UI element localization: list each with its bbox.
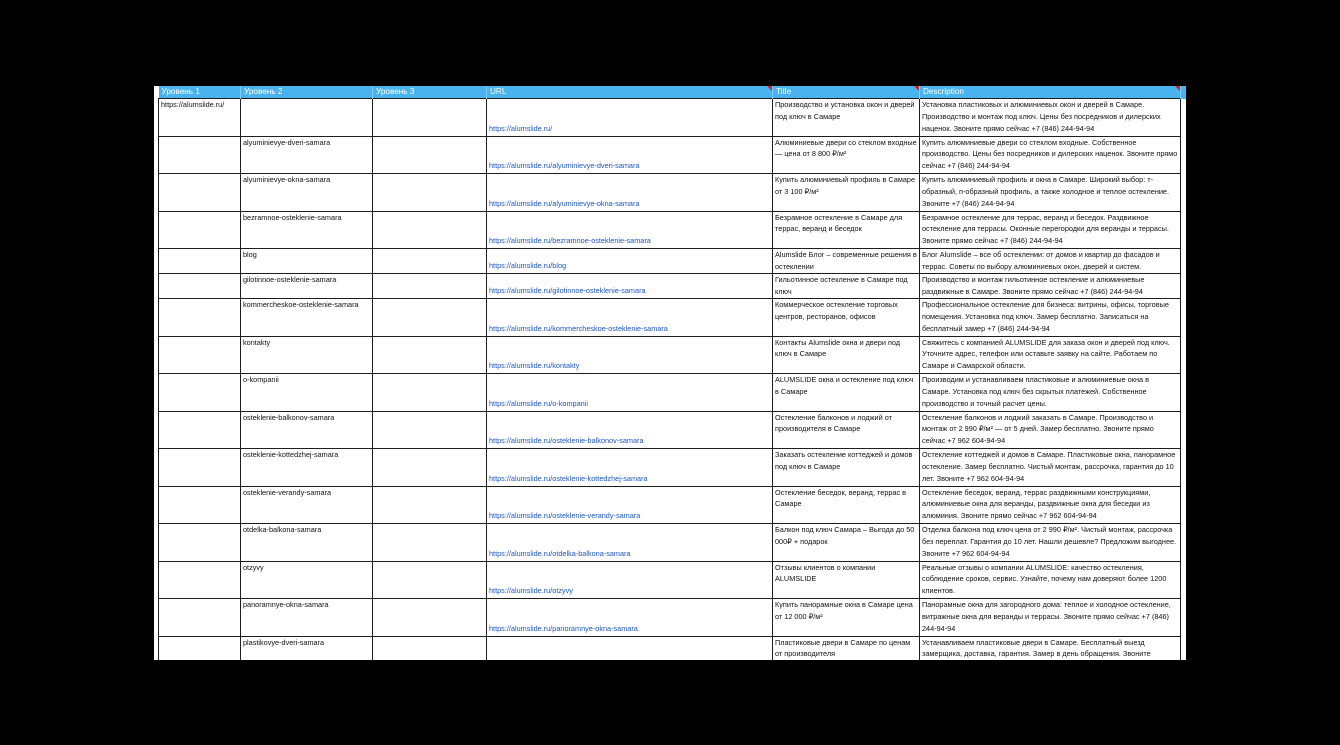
- cell-description[interactable]: Блог Alumslide – все об остеклении: от домов и квартир до фасадов и террас. Советы по выбору алюминиевых окон, дверей и систем.: [920, 249, 1181, 274]
- cell-level2[interactable]: osteklenie-balkonov-samara: [241, 411, 373, 449]
- cell-url[interactable]: [487, 486, 773, 524]
- cell-level3[interactable]: [373, 249, 487, 274]
- cell-level1[interactable]: [159, 249, 241, 274]
- cell-level2[interactable]: otzyvy: [241, 561, 373, 599]
- cell-extra: [1181, 211, 1187, 249]
- cell-url[interactable]: [487, 449, 773, 487]
- cell-url-link[interactable]: https://alumslide.ru/alyuminievye-dveri-samara: [489, 161, 640, 171]
- cell-extra: [1181, 636, 1187, 660]
- cell-url-link[interactable]: https://alumslide.ru/: [489, 123, 553, 133]
- cell-url-link[interactable]: https://alumslide.ru/otdelka-balkona-samara: [489, 548, 631, 558]
- cell-url[interactable]: [487, 374, 773, 412]
- cell-title[interactable]: Купить алюминиевый профиль в Самаре от 3 100 ₽/м²: [773, 174, 920, 212]
- table-row: [159, 524, 1187, 562]
- cell-level1[interactable]: [159, 411, 241, 449]
- cell-extra: [1181, 524, 1187, 562]
- cell-extra: [1181, 336, 1187, 374]
- cell-title[interactable]: Остекление балконов и лоджий от производителя в Самаре: [773, 411, 920, 449]
- cell-url-link[interactable]: https://alumslide.ru/bezramnoe-osteklenie-samara: [489, 236, 651, 246]
- cell-description[interactable]: Остекление балконов и лоджий заказать в Самаре. Производство и монтаж от 2 990 ₽/м² — от 5 дней. Замер бесплатно. Звоните прямо сейчас +7 962 604-94-94: [920, 411, 1181, 449]
- cell-url-link[interactable]: https://alumslide.ru/osteklenie-kottedzhej-samara: [489, 473, 648, 483]
- cell-extra: [1181, 299, 1187, 337]
- cell-level1[interactable]: [159, 174, 241, 212]
- cell-level2[interactable]: o-kompanii: [241, 374, 373, 412]
- cell-title[interactable]: Коммерческое остекление торговых центров, ресторанов, офисов: [773, 299, 920, 337]
- cell-level3[interactable]: [373, 524, 487, 562]
- cell-url[interactable]: [487, 99, 773, 137]
- cell-level1[interactable]: [159, 449, 241, 487]
- cell-url[interactable]: [487, 249, 773, 274]
- cell-description[interactable]: Устанавливаем пластиковые двери в Самаре. Бесплатный выезд замерщика, доставка, гарантия. Замер в день обращения. Звоните: [920, 636, 1181, 660]
- cell-url-link[interactable]: https://alumslide.ru/panoramnye-okna-samara: [489, 623, 638, 633]
- cell-description[interactable]: Безрамное остекление для террас, веранд и беседок. Раздвижное остекление для террасы. Оконные перегородки для веранды и террасы. Звоните прямо сейчас +7 (846) 244-94-94: [920, 211, 1181, 249]
- cell-url-link[interactable]: https://alumslide.ru/blog: [489, 261, 567, 271]
- cell-description[interactable]: Остекление беседок, веранд, террас раздвижными конструкциями, алюминиевые окна для веранды, раздвижные окна для беседки из алюминия. Звоните прямо сейчас +7 962 604-94-94: [920, 486, 1181, 524]
- cell-title[interactable]: Балкон под ключ Самара – Выгода до 50 000₽ + подарок: [773, 524, 920, 562]
- cell-level2[interactable]: osteklenie-verandy-samara: [241, 486, 373, 524]
- cell-extra: [1181, 486, 1187, 524]
- cell-title[interactable]: Купить панорамные окна в Самаре цена от 12 000 ₽/м²: [773, 599, 920, 637]
- cell-extra: [1181, 174, 1187, 212]
- header-level1[interactable]: Уровень 1: [159, 86, 241, 99]
- cell-level1[interactable]: [159, 336, 241, 374]
- cell-url-link[interactable]: https://alumslide.ru/alyuminievye-okna-samara: [489, 198, 640, 208]
- cell-description[interactable]: Свяжитесь с компанией ALUMSLIDE для заказа окон и дверей под ключ. Уточните адрес, телефон или оставьте заявку на сайте. Работаем по Самаре и Самарской области.: [920, 336, 1181, 374]
- sitemap-table: [158, 86, 1186, 660]
- cell-title[interactable]: Алюминиевые двери со стеклом входные — цена от 8 800 ₽/м²: [773, 136, 920, 174]
- cell-title[interactable]: Гильотинное остекление в Самаре под ключ: [773, 274, 920, 299]
- table-row: [159, 411, 1187, 449]
- cell-level3[interactable]: [373, 411, 487, 449]
- cell-description[interactable]: Остекление коттеджей и домов в Самаре. Пластиковые окна, панорамное остекление. Замер бесплатно. Чистый монтаж, рассрочка, гарантия до 10 лет. Звоните +7 962 604-94-94: [920, 449, 1181, 487]
- cell-description[interactable]: Купить алюминиевые двери со стеклом входные. Собственное производство. Цены без посредников и дилерских наценок. Звоните прямо сейчас +7 (846) 244-94-94: [920, 136, 1181, 174]
- cell-extra: [1181, 249, 1187, 274]
- cell-description[interactable]: Установка пластиковых и алюминиевых окон и дверей в Самаре. Производство и монтаж под ключ. Цены без посредников и дилерских наценок. Звоните прямо сейчас +7 (846) 244-94-94: [920, 99, 1181, 137]
- cell-level2[interactable]: otdelka-balkona-samara: [241, 524, 373, 562]
- cell-description[interactable]: Профессиональное остекление для бизнеса: витрины, офисы, торговые помещения. Установка под ключ. Замер бесплатно. Записаться на бесплатный замер +7 (846) 244-94-94: [920, 299, 1181, 337]
- cell-level3[interactable]: [373, 336, 487, 374]
- table-row: [159, 174, 1187, 212]
- cell-level2[interactable]: kommercheskoe-osteklenie-samara: [241, 299, 373, 337]
- header-description[interactable]: Description: [920, 86, 1181, 99]
- cell-url[interactable]: [487, 524, 773, 562]
- cell-url[interactable]: [487, 174, 773, 212]
- cell-url[interactable]: [487, 636, 773, 660]
- cell-level1[interactable]: [159, 299, 241, 337]
- cell-title[interactable]: Alumslide Блог – современные решения в остеклении: [773, 249, 920, 274]
- cell-level3[interactable]: [373, 561, 487, 599]
- cell-extra: [1181, 374, 1187, 412]
- spreadsheet: [154, 86, 1186, 660]
- header-row: [159, 86, 1187, 99]
- table-row: [159, 561, 1187, 599]
- cell-extra: [1181, 561, 1187, 599]
- cell-extra: [1181, 99, 1187, 137]
- cell-url[interactable]: [487, 336, 773, 374]
- cell-level3[interactable]: [373, 449, 487, 487]
- cell-url-link[interactable]: https://alumslide.ru/gilotinnoe-osteklenie-samara: [489, 286, 646, 296]
- header-level2[interactable]: Уровень 2: [241, 86, 373, 99]
- cell-level1[interactable]: [159, 136, 241, 174]
- cell-extra: [1181, 411, 1187, 449]
- cell-level3[interactable]: [373, 211, 487, 249]
- table-row: [159, 249, 1187, 274]
- cell-title[interactable]: Пластиковые двери в Самаре по ценам от производителя: [773, 636, 920, 660]
- cell-title[interactable]: Безрамное остекление в Самаре для террас, веранд и беседок: [773, 211, 920, 249]
- cell-title[interactable]: Остекление беседок, веранд, террас в Самаре: [773, 486, 920, 524]
- cell-level3[interactable]: [373, 99, 487, 137]
- table-row: [159, 374, 1187, 412]
- cell-level3[interactable]: [373, 486, 487, 524]
- cell-extra: [1181, 136, 1187, 174]
- table-row: [159, 136, 1187, 174]
- cell-extra: [1181, 449, 1187, 487]
- cell-level3[interactable]: [373, 174, 487, 212]
- cell-url-link[interactable]: https://alumslide.ru/o-kompanii: [489, 398, 588, 408]
- table-row: [159, 99, 1187, 137]
- cell-url[interactable]: [487, 211, 773, 249]
- cell-level1[interactable]: [159, 374, 241, 412]
- cell-url[interactable]: [487, 299, 773, 337]
- cell-url-link[interactable]: https://alumslide.ru/osteklenie-balkonov-samara: [489, 436, 644, 446]
- cell-level2[interactable]: alyuminievye-dveri-samara: [241, 136, 373, 174]
- cell-description[interactable]: Производим и устанавливаем пластиковые и алюминиевые окна в Самаре. Установка под ключ без скрытых платежей. Собственное производство и точный расчет цены.: [920, 374, 1181, 412]
- cell-description[interactable]: Реальные отзывы о компании ALUMSLIDE: качество остекления, соблюдение сроков, сервис. Узнайте, почему нам доверяют более 1200 клиентов.: [920, 561, 1181, 599]
- cell-level2[interactable]: blog: [241, 249, 373, 274]
- cell-url[interactable]: [487, 561, 773, 599]
- cell-url[interactable]: [487, 274, 773, 299]
- cell-level2[interactable]: osteklenie-kottedzhej-samara: [241, 449, 373, 487]
- cell-level3[interactable]: [373, 136, 487, 174]
- cell-level1[interactable]: [159, 524, 241, 562]
- header-level3[interactable]: Уровень 3: [373, 86, 487, 99]
- cell-description[interactable]: Отделка балкона под ключ цена от 2 990 ₽/м². Чистый монтаж, рассрочка без переплат. Гарантия до 10 лет. Нашли дешевле? Предложим выгоднее. Звоните +7 962 604-94-94: [920, 524, 1181, 562]
- cell-url[interactable]: [487, 599, 773, 637]
- table-row: [159, 336, 1187, 374]
- cell-level2[interactable]: [241, 99, 373, 137]
- table-row: [159, 486, 1187, 524]
- cell-level1[interactable]: [159, 561, 241, 599]
- cell-url-link[interactable]: https://alumslide.ru/osteklenie-verandy-samara: [489, 511, 641, 521]
- cell-level3[interactable]: [373, 599, 487, 637]
- cell-extra: [1181, 274, 1187, 299]
- cell-url-link[interactable]: https://alumslide.ru/kommercheskoe-osteklenie-samara: [489, 323, 668, 333]
- table-row: [159, 211, 1187, 249]
- cell-level1[interactable]: [159, 599, 241, 637]
- cell-level2[interactable]: bezramnoe-osteklenie-samara: [241, 211, 373, 249]
- cell-title[interactable]: Производство и установка окон и дверей под ключ в Самаре: [773, 99, 920, 137]
- header-extra: [1181, 86, 1187, 99]
- cell-level2[interactable]: alyuminievye-okna-samara: [241, 174, 373, 212]
- table-row: [159, 599, 1187, 637]
- cell-level2[interactable]: gilotinnoe-osteklenie-samara: [241, 274, 373, 299]
- cell-title[interactable]: Контакты Alumslide окна и двери под ключ в Самаре: [773, 336, 920, 374]
- table-row: [159, 274, 1187, 299]
- cell-level3[interactable]: [373, 374, 487, 412]
- table-row: [159, 449, 1187, 487]
- header-url[interactable]: URL: [487, 86, 773, 99]
- cell-level3[interactable]: [373, 636, 487, 660]
- cell-url[interactable]: [487, 411, 773, 449]
- cell-level1[interactable]: https://alumslide.ru/: [159, 99, 241, 137]
- cell-level3[interactable]: [373, 274, 487, 299]
- cell-description[interactable]: Купить алюминиевый профиль и окна в Самаре. Широкий выбор: т-образный, п-образный профиль, а также холодное и теплое остекление. Звоните +7 (846) 244-94-94: [920, 174, 1181, 212]
- cell-level2[interactable]: plastikovye-dveri-samara: [241, 636, 373, 660]
- table-row: [159, 299, 1187, 337]
- cell-level1[interactable]: [159, 486, 241, 524]
- cell-url-link[interactable]: https://alumslide.ru/kontakty: [489, 361, 580, 371]
- cell-level1[interactable]: [159, 211, 241, 249]
- cell-level1[interactable]: [159, 274, 241, 299]
- cell-description[interactable]: Производство и монтаж гильотинное остекление и алюминиевые раздвижные в Самаре. Звоните прямо сейчас +7 (846) 244-94-94: [920, 274, 1181, 299]
- cell-title[interactable]: Отзывы клиентов о компании ALUMSLIDE: [773, 561, 920, 599]
- cell-url[interactable]: [487, 136, 773, 174]
- cell-level2[interactable]: kontakty: [241, 336, 373, 374]
- cell-description[interactable]: Панорамные окна для загородного дома: теплое и холодное остекление, витражные окна для веранды и террасы. Звоните прямо сейчас +7 (846) 244-94-94: [920, 599, 1181, 637]
- cell-extra: [1181, 599, 1187, 637]
- cell-url-link[interactable]: https://alumslide.ru/otzyvy: [489, 586, 573, 596]
- header-title[interactable]: Title: [773, 86, 920, 99]
- table-row: [159, 636, 1187, 660]
- cell-level3[interactable]: [373, 299, 487, 337]
- cell-level1[interactable]: [159, 636, 241, 660]
- cell-title[interactable]: Заказать остекление коттеджей и домов под ключ в Самаре: [773, 449, 920, 487]
- cell-level2[interactable]: panoramnye-okna-samara: [241, 599, 373, 637]
- cell-title[interactable]: ALUMSLIDE окна и остекление под ключ в Самаре: [773, 374, 920, 412]
